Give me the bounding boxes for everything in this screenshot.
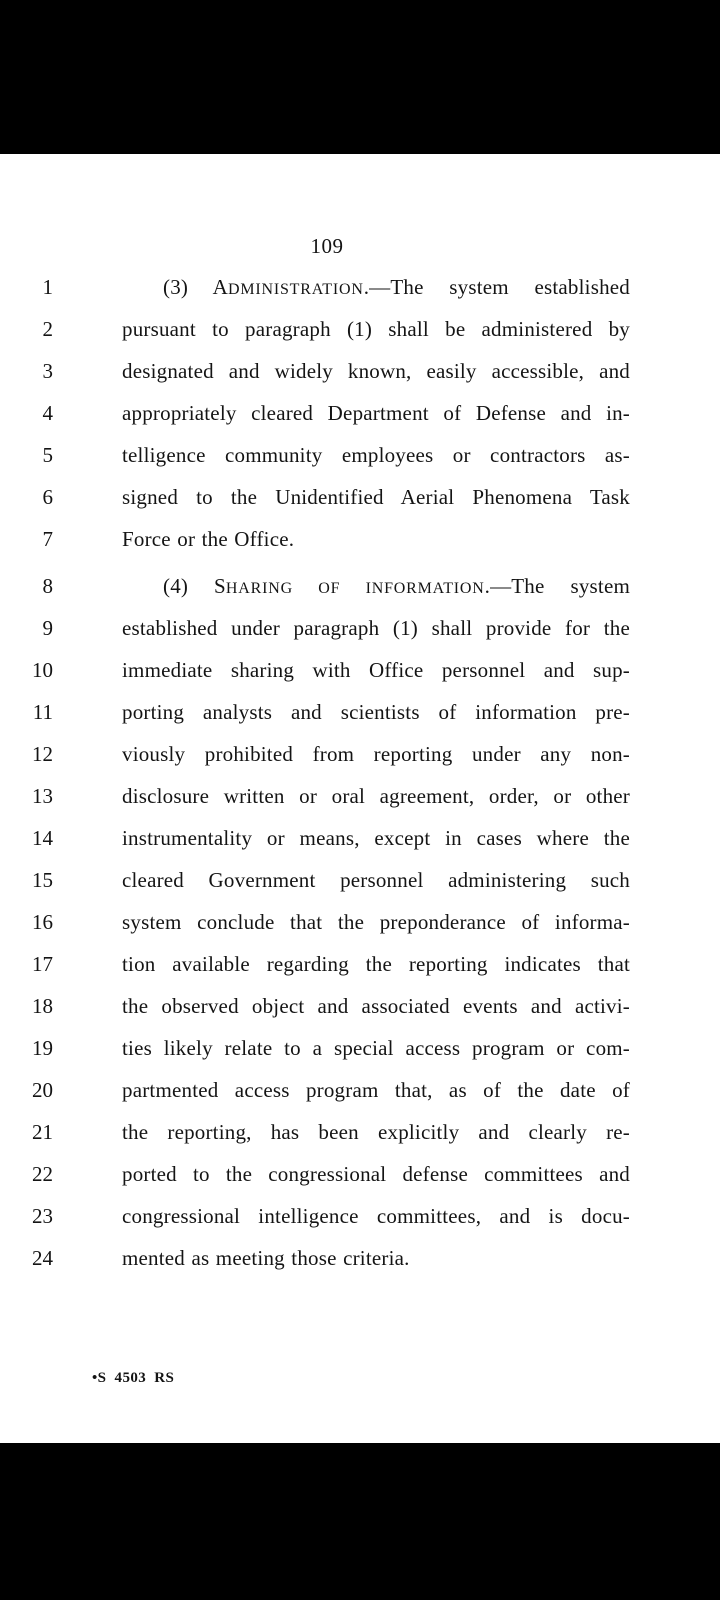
line-text [122, 607, 630, 649]
line-number: 3 [42, 359, 53, 383]
text-segment: instrumentality or means, except in cases where the [122, 826, 630, 850]
line-text [122, 649, 630, 691]
text-segment: (3) A [163, 275, 228, 299]
page-number: 109 [310, 234, 344, 258]
line-number: 2 [42, 317, 53, 341]
text-segment: ties likely relate to a special access program or com- [122, 1036, 630, 1060]
line-number: 24 [32, 1246, 53, 1270]
bill-stamp: •S 4503 RS [92, 1370, 175, 1386]
text-segment: disclosure written or oral agreement, order, or other [122, 784, 630, 808]
letterbox-bottom-bar [0, 1443, 720, 1600]
bill-line [0, 733, 720, 775]
line-text [122, 1195, 630, 1237]
line-number: 21 [32, 1120, 53, 1144]
line-text [122, 859, 630, 901]
text-segment: cleared Government personnel administering such [122, 868, 630, 892]
text-segment: .—The system established [363, 275, 630, 299]
line-text [122, 565, 630, 610]
text-segment: the reporting, has been explicitly and clearly re- [122, 1120, 630, 1144]
text-segment: (4) S [163, 574, 226, 598]
line-text [122, 266, 630, 311]
line-number: 1 [42, 275, 53, 299]
line-number: 13 [32, 784, 53, 808]
bill-line [0, 649, 720, 691]
line-number: 15 [32, 868, 53, 892]
small-caps-segment: HARING OF INFORMATION [225, 580, 485, 597]
bill-line [0, 1069, 720, 1111]
bill-line [0, 607, 720, 649]
bill-line [0, 266, 720, 308]
text-segment: porting analysts and scientists of information pre- [122, 700, 630, 724]
text-segment: viously prohibited from reporting under any non- [122, 742, 630, 766]
line-number: 19 [32, 1036, 53, 1060]
bill-line [0, 1237, 720, 1279]
bill-line [0, 565, 720, 607]
line-text [122, 901, 630, 943]
bill-line [0, 1111, 720, 1153]
line-text [122, 943, 630, 985]
bill-line [0, 1195, 720, 1237]
bill-line [0, 308, 720, 350]
line-text [122, 1237, 630, 1279]
text-segment: established under paragraph (1) shall provide for the [122, 616, 630, 640]
text-segment: congressional intelligence committees, and is docu- [122, 1204, 630, 1228]
text-segment: mented as meeting those criteria. [122, 1246, 410, 1270]
line-number: 4 [42, 401, 53, 425]
bill-line [0, 1153, 720, 1195]
line-text [122, 691, 630, 733]
line-text [122, 1111, 630, 1153]
bill-line [0, 476, 720, 518]
line-number: 10 [32, 658, 53, 682]
text-segment: ported to the congressional defense committees and [122, 1162, 630, 1186]
line-text [122, 817, 630, 859]
line-number: 11 [32, 700, 53, 724]
line-text [122, 350, 630, 392]
small-caps-segment: DMINISTRATION [227, 281, 364, 298]
line-number: 16 [32, 910, 53, 934]
line-text [122, 733, 630, 775]
bill-line [0, 392, 720, 434]
line-text [122, 308, 630, 350]
bill-text-body [0, 266, 720, 1279]
bill-line [0, 350, 720, 392]
text-segment: designated and widely known, easily accessible, and [122, 359, 630, 383]
line-number: 12 [32, 742, 53, 766]
line-text [122, 985, 630, 1027]
letterbox-top-bar [0, 0, 720, 154]
text-segment: immediate sharing with Office personnel and sup- [122, 658, 630, 682]
text-segment: the observed object and associated events and activi- [122, 994, 630, 1018]
line-number: 18 [32, 994, 53, 1018]
line-number: 20 [32, 1078, 53, 1102]
line-number: 8 [42, 574, 53, 598]
line-text [122, 1069, 630, 1111]
bill-line [0, 901, 720, 943]
text-segment: telligence community employees or contractors as- [122, 443, 630, 467]
line-text [122, 1153, 630, 1195]
text-segment: Force or the Office. [122, 527, 295, 551]
line-text [122, 434, 630, 476]
bill-line [0, 1027, 720, 1069]
bill-line [0, 817, 720, 859]
bill-line [0, 943, 720, 985]
line-number: 17 [32, 952, 53, 976]
bill-line [0, 985, 720, 1027]
line-number: 6 [42, 485, 53, 509]
bill-line [0, 859, 720, 901]
text-segment: signed to the Unidentified Aerial Phenomena Task [122, 485, 630, 509]
line-text [122, 1027, 630, 1069]
bill-line [0, 434, 720, 476]
text-segment: system conclude that the preponderance of informa- [122, 910, 630, 934]
text-segment: tion available regarding the reporting indicates that [122, 952, 630, 976]
text-segment: pursuant to paragraph (1) shall be administered by [122, 317, 630, 341]
line-number: 7 [42, 527, 53, 551]
bill-line [0, 775, 720, 817]
bill-line [0, 691, 720, 733]
line-number: 23 [32, 1204, 53, 1228]
line-text [122, 518, 630, 560]
line-number: 14 [32, 826, 53, 850]
line-number: 5 [42, 443, 53, 467]
line-number: 9 [42, 616, 53, 640]
text-segment: .—The system [484, 574, 631, 598]
text-segment: partmented access program that, as of the date of [122, 1078, 630, 1102]
line-text [122, 392, 630, 434]
line-number: 22 [32, 1162, 53, 1186]
bill-line [0, 518, 720, 560]
line-text [122, 775, 630, 817]
text-segment: appropriately cleared Department of Defense and in- [122, 401, 630, 425]
line-text [122, 476, 630, 518]
